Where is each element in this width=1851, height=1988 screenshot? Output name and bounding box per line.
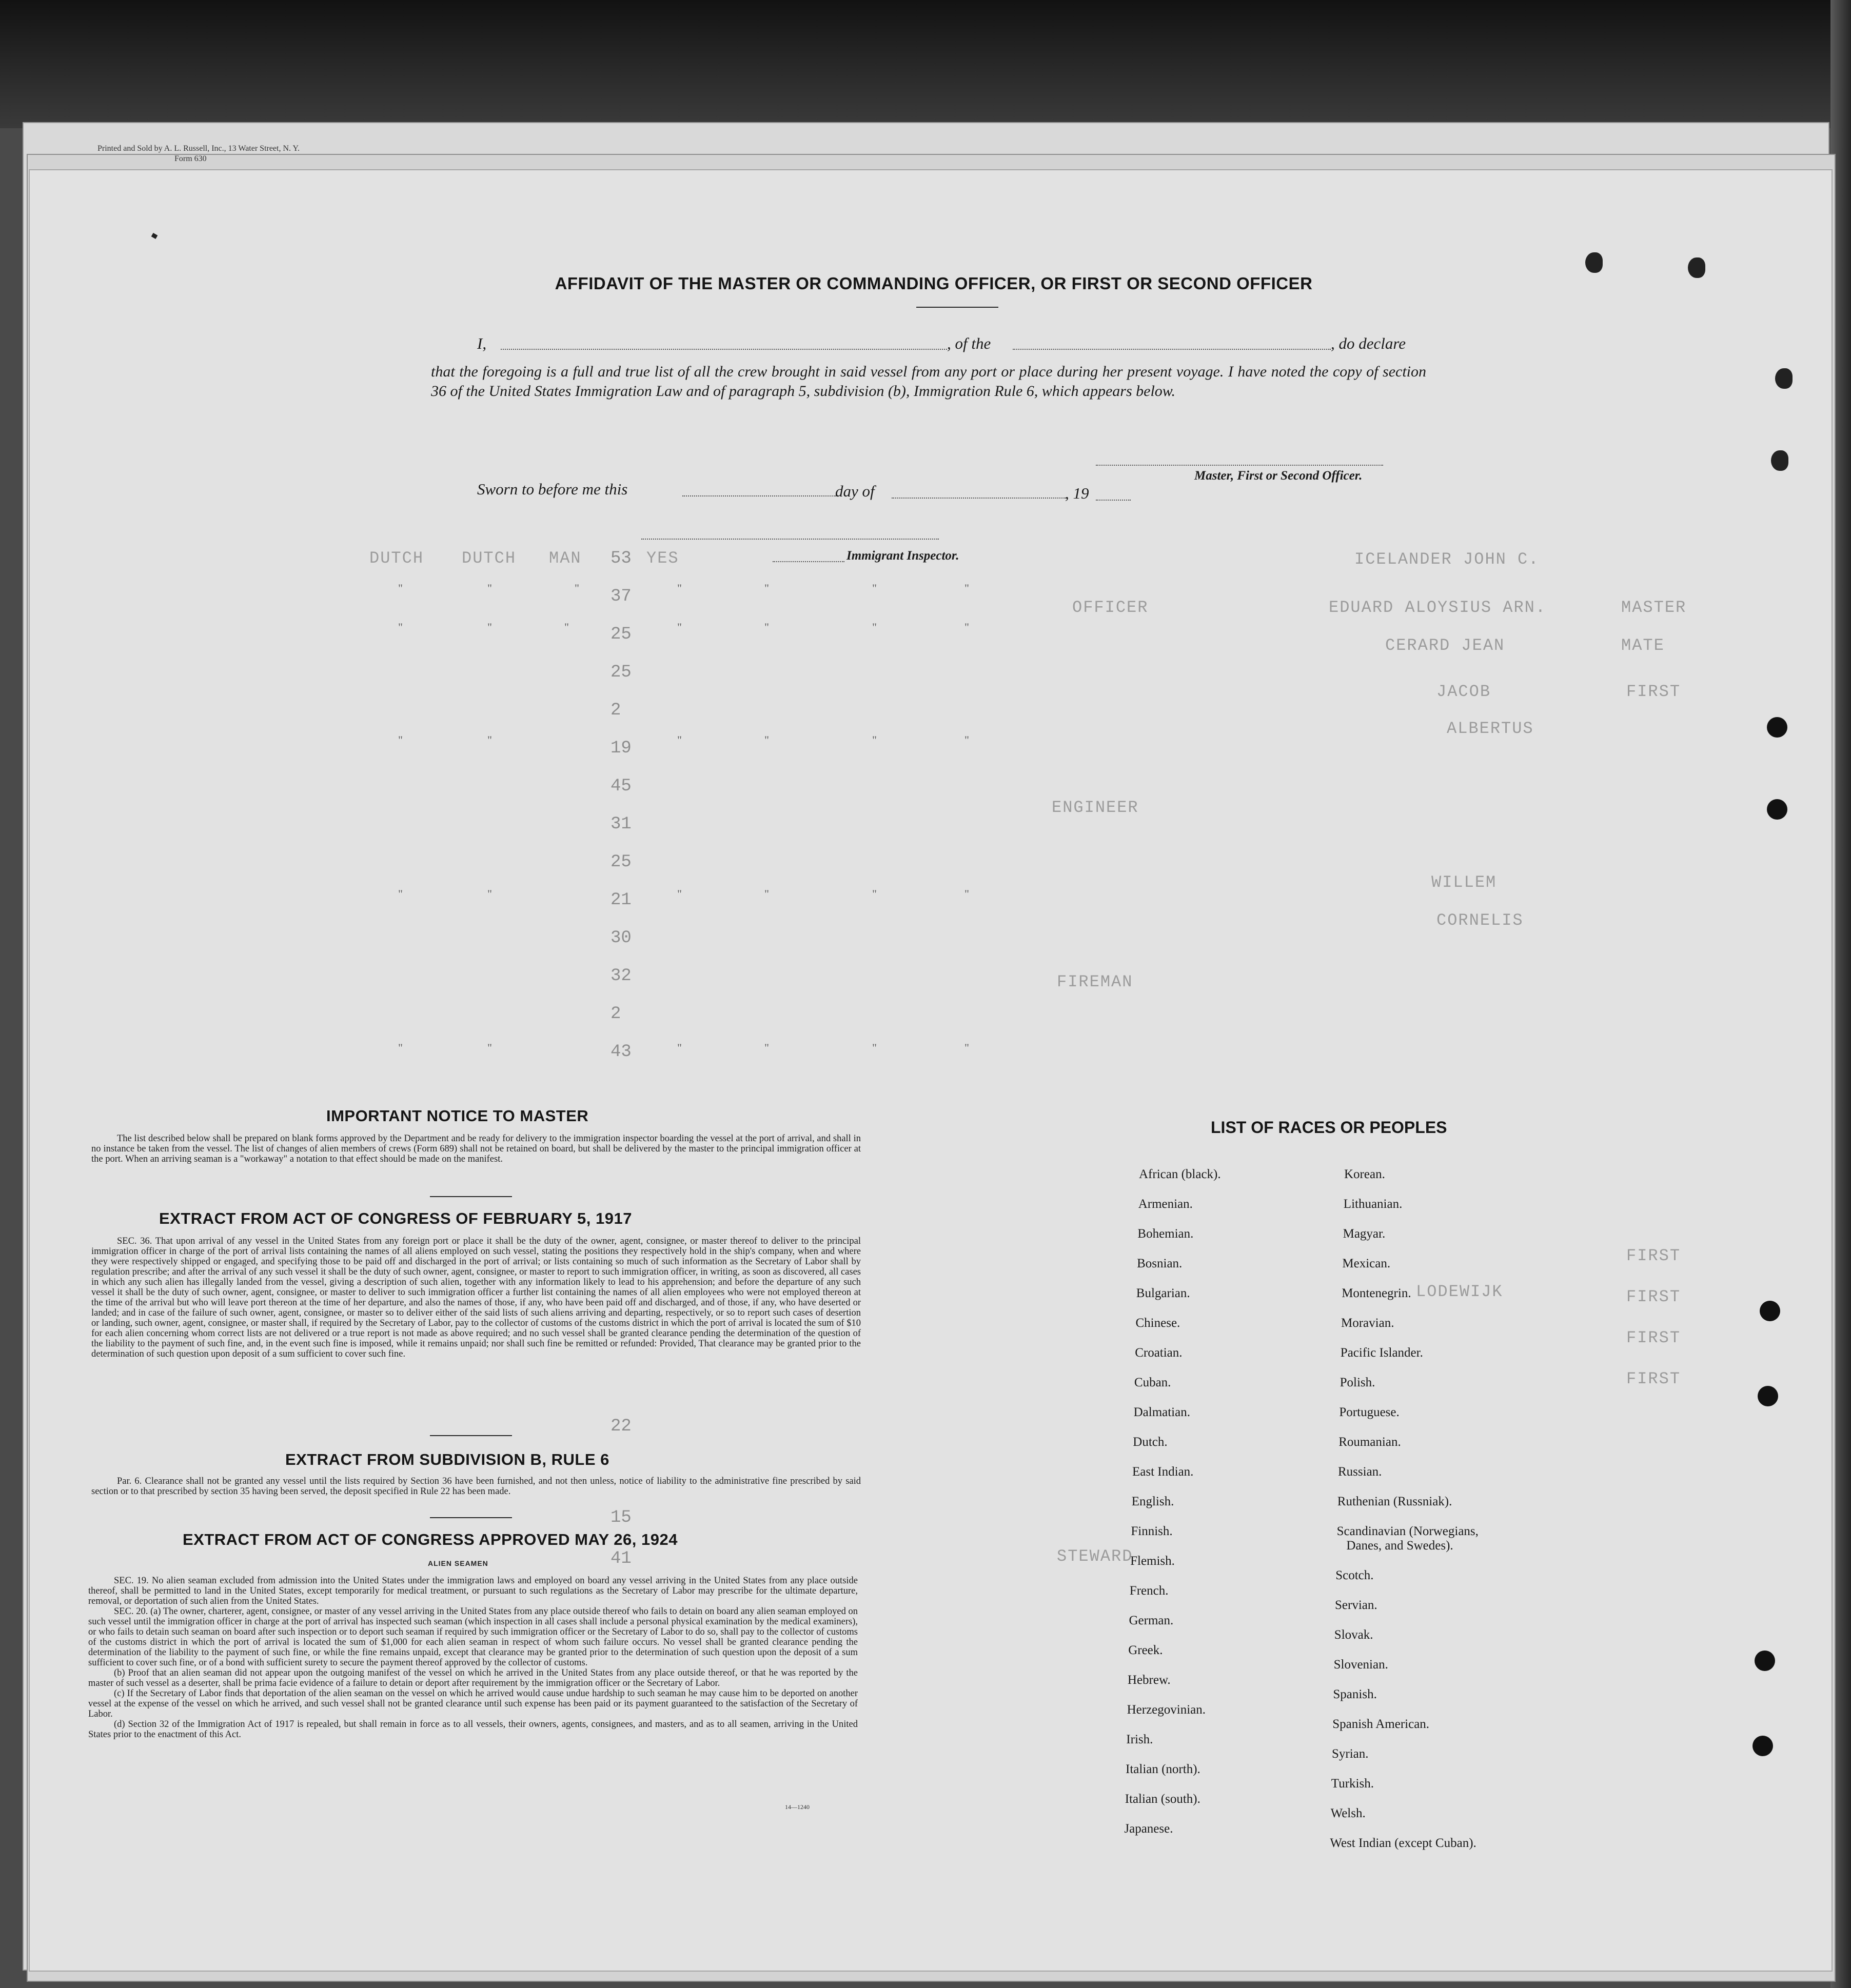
punch-hole [1771,450,1788,471]
race-item: Roumanian. [1338,1435,1401,1449]
ghost-misc: ENGINEER [1052,798,1139,817]
ghost-age: 37 [611,587,632,606]
year-label: , 19 [1065,484,1089,502]
affidavit-body: that the foregoing is a full and true list of all the crew brought in said vessel from any port or place during her present voyage. I have noted the copy of section 36 of the United States Immigration Law and of paragraph 5, subdivision (b), Immigration Rule 6, which appears below. [431,363,1426,400]
ditto-mark: " [398,1041,403,1054]
section-36-paragraph: SEC. 36. That upon arrival of any vessel in the United States from any foreign port or place it shall be the duty of the owner, agent, consignee, or master thereof to deliver to the principal immigration officer in charge of the port of arrival lists containing the names of all aliens employed on such vessel, stating the positions they respectively hold in the ship's company, when and where they were respectively shipped or engaged, and specifying those to be paid off and discharged in the port of arrival; or lists containing so much of such information as the Secretary of Labor shall by regulation prescribe; and after the arrival of any such vessel it shall be the duty of such owner, agent, consignee, or master to report to such immigration officer, in writing, as soon as discovered, all cases in which any such alien has illegally landed from the vessel, giving a description of such alien, together with any information likely to lead to his apprehension; and before the departure of any such vessel it shall be the duty of such owner, agent, consignee, or master to deliver to such immigration officer a further list containing the names of all alien employees who were not employed thereon at the time of the arrival but who will leave port thereon at the time of her departure, and also the names of those, if any, who have been paid off and discharged, and of those, if any, who have deserted or landed; and in case of the failure of such owner, agent, consignee, or master so to deliver either of the said lists of such aliens arriving and departing, respectively, or so to report such cases of desertion or landing, such owner, agent, consignee, or master shall, if required by the Secretary of Labor, pay to the collector of customs of the customs district in which the port of arrival is located the sum of $10 for each alien concerning whom correct lists are not delivered or a true report is not made as above required; and no such vessel shall be granted clearance pending the determination of the question of the liability to the payment of such fine, and, in the event such fine is imposed, while it remains unpaid; nor shall such fine be remitted or refunded: Provided, That clearance may be granted prior to the determination of such question upon deposit of a sum sufficient to cover such fine. [91,1236,861,1359]
ghost-age: 21 [611,890,632,910]
extract-1924-text [88,1576,858,1740]
section-20c-paragraph: (c) If the Secretary of Labor finds that deportation of the alien seaman on the vessel on which he arrived would cause undue hardship to such seaman he may cause him to be deported on another vessel at the expense of the vessel on which he arrived, and such vessel shall not be granted clearance until such expense has been paid or its payment guaranteed to the satisfaction of the Secretary of Labor. [88,1688,858,1719]
ditto-mark: " [677,1041,682,1054]
ghost-rank: MASTER [1621,598,1687,617]
punch-hole [1775,368,1793,389]
race-item: Polish. [1340,1376,1375,1389]
rule-6-paragraph: Par. 6. Clearance shall not be granted any vessel until the lists required by Section 36 have been furnished, and not then unless, notice of liability to the administrative fine prescribed by said section or to that prescribed by section 35 having been served, the deposit specified in Rule 22 has been made. [91,1476,861,1497]
race-item: African (black). [1139,1167,1221,1181]
ditto-mark: " [677,621,682,633]
inspector-signature-line[interactable] [641,539,939,540]
ditto-mark: " [487,887,492,900]
ditto-mark: " [575,582,579,594]
race-item: Dalmatian. [1133,1405,1190,1419]
ditto-mark: " [764,1041,769,1054]
ditto-mark: " [677,733,682,746]
race-item: Flemish. [1130,1554,1175,1568]
printer-imprint [97,144,300,164]
ghost-age: 25 [611,852,632,872]
inspector-label: Immigrant Inspector. [846,549,959,563]
ditto-mark: " [487,621,492,633]
ghost-name: WILLEM [1431,873,1497,892]
printer-name: Printed and Sold by A. L. Russell, Inc., 13 Water Street, N. Y. [97,144,300,153]
divider [430,1517,512,1518]
section-20d-paragraph: (d) Section 32 of the Immigration Act of 1917 is repealed, but shall remain in force as to all vessels, their owners, agents, consignees, and masters, and as to all seamen, arriving in the United States prior to the enactment of this Act. [88,1719,858,1740]
ghost-col-head: DUTCH [369,549,424,568]
day-of-label: day of [835,482,875,500]
punch-hole [1767,799,1787,820]
divider [430,1196,512,1197]
ghost-col-head: YES [646,549,679,568]
affidavit-title: AFFIDAVIT OF THE MASTER OR COMMANDING OFFICER, OR FIRST OR SECOND OFFICER [555,274,1313,293]
race-item: Greek. [1128,1643,1163,1657]
ditto-mark: " [398,733,403,746]
ditto-mark: " [677,887,682,900]
ghost-age: 31 [611,814,632,834]
ghost-misc: FIREMAN [1057,972,1133,991]
inspector-lead-line [773,561,844,562]
ghost-age: 25 [611,663,632,682]
ditto-mark: " [398,582,403,594]
ghost-rank: MATE [1621,636,1665,655]
affidavit-declare-label: , do declare [1331,334,1406,352]
race-item: Moravian. [1341,1316,1394,1330]
ditto-mark: " [964,1041,969,1054]
ghost-age: 22 [611,1417,632,1436]
section-20b-paragraph: (b) Proof that an alien seaman did not appear upon the outgoing manifest of the vessel on which he arrived in the United States from any place outside thereof, or that he was reported by the master of such vessel as a deserter, shall be prima facie evidence of a failure to detain or deport after requirement by the immigration officer or the Secretary of Labor. [88,1668,858,1688]
races-title: LIST OF RACES OR PEOPLES [1211,1118,1447,1137]
ghost-name: CORNELIS [1436,911,1524,930]
ghost-age: 15 [611,1508,632,1527]
affidavit-of-the-label: , of the [947,334,991,352]
race-item: Dutch. [1133,1435,1168,1449]
race-item: Herzegovinian. [1127,1703,1206,1717]
race-item: Magyar. [1343,1227,1386,1241]
ghost-rank: FIRST [1626,1246,1681,1265]
ghost-name: ALBERTUS [1447,719,1534,738]
race-item: Chinese. [1135,1316,1180,1330]
section-19-paragraph: SEC. 19. No alien seaman excluded from admission into the United States under the immigration laws and employed on board any vessel arriving in the United States from any place outside thereof, shall be permitted to land in the United States, except temporarily for medical treatment, or pursuant to such regulations as the Secretary of Labor may prescribe for the ultimate departure, removal, or deportation of such alien from the United States. [88,1576,858,1606]
race-item: Japanese. [1124,1822,1173,1836]
scan-dark-background [0,0,1851,128]
race-item: Turkish. [1331,1777,1374,1791]
race-item: Bohemian. [1137,1227,1194,1241]
ditto-mark: " [487,582,492,594]
race-item: East Indian. [1132,1465,1194,1479]
race-item: Pacific Islander. [1340,1346,1423,1360]
ghost-name: ICELANDER JOHN C. [1354,550,1540,569]
ghost-col-head: DUTCH [462,549,517,568]
race-item: Lithuanian. [1343,1197,1403,1211]
ditto-mark: " [764,582,769,594]
punch-hole [1688,257,1705,278]
race-item: Bosnian. [1137,1257,1183,1270]
divider [430,1435,512,1436]
ghost-age: 45 [611,777,632,796]
ditto-mark: " [964,733,969,746]
ditto-mark: " [564,621,569,633]
race-item: Spanish. [1333,1687,1377,1701]
race-item: Korean. [1344,1167,1385,1181]
extract-rule6-title: EXTRACT FROM SUBDIVISION B, RULE 6 [285,1450,609,1468]
ditto-mark: " [964,887,969,900]
ghost-name: JACOB [1436,682,1491,701]
punch-hole [1755,1651,1775,1671]
race-item: Mexican. [1342,1257,1391,1270]
ghost-rank: FIRST [1626,1287,1681,1306]
alien-seamen-subtitle: ALIEN SEAMEN [428,1559,488,1567]
notice-paragraph: The list described below shall be prepared on blank forms approved by the Department and be ready for delivery to the immigration inspector boarding the vessel at the port of arrival, and shall in no instance be taken from the vessel. The list of changes of alien members of crews (Form 689) shall not be retained on board, but shall be delivered by the master to the principal immigration officer at the port. When an arriving seaman is a "workaway" a notation to that effect should be made on the manifest. [91,1134,861,1164]
ghost-age: 2 [611,1004,621,1024]
ghost-age: 30 [611,928,632,948]
ghost-age: 2 [611,701,621,720]
race-item: West Indian (except Cuban). [1330,1836,1476,1850]
vessel-field[interactable] [1013,349,1331,350]
race-item: Danes, and Swedes). [1346,1539,1453,1553]
ditto-mark: " [677,582,682,594]
race-item: French. [1129,1584,1169,1598]
ditto-mark: " [764,733,769,746]
title-underline [916,307,998,308]
ghost-age: 41 [611,1549,632,1568]
race-item: Welsh. [1330,1806,1366,1820]
ghost-col-head: MAN [549,549,582,568]
sworn-year-field[interactable] [1096,500,1131,501]
ditto-mark: " [398,887,403,900]
ditto-mark: " [764,887,769,900]
sworn-day-field[interactable] [682,495,836,496]
notice-text [91,1134,861,1164]
race-item: Bulgarian. [1136,1286,1190,1300]
ghost-misc: OFFICER [1072,598,1149,617]
name-field[interactable] [501,349,947,350]
race-item: Scandinavian (Norwegians, [1336,1524,1479,1538]
ditto-mark: " [872,621,877,633]
ghost-name: EDUARD ALOYSIUS ARN. [1329,598,1547,617]
ditto-mark: " [872,733,877,746]
race-item: Slovak. [1334,1628,1373,1642]
race-item: Hebrew. [1127,1673,1171,1687]
form-number: Form 630 [174,154,207,163]
punch-hole [1758,1386,1778,1406]
ghost-rank: FIRST [1626,682,1681,701]
ditto-mark: " [398,621,403,633]
ditto-mark: " [487,1041,492,1054]
race-item: Montenegrin. [1342,1286,1411,1300]
race-item: Scotch. [1335,1568,1374,1582]
race-item: Finnish. [1131,1524,1173,1538]
race-item: Armenian. [1138,1197,1193,1211]
race-item: Spanish American. [1332,1717,1430,1731]
race-item: Italian (south). [1125,1792,1200,1806]
ditto-mark: " [764,621,769,633]
ditto-mark: " [872,582,877,594]
ghost-age: 25 [611,625,632,644]
race-item: Portuguese. [1339,1405,1400,1419]
race-item: Ruthenian (Russniak). [1337,1495,1452,1508]
race-item: Irish. [1126,1733,1153,1746]
race-item: English. [1131,1495,1174,1508]
section-20a-paragraph: SEC. 20. (a) The owner, charterer, agent, consignee, or master of any vessel arriving in the United States from any place outside thereof who fails to detain on board any alien seaman employed on such vessel until the immigration officer in charge at the port of arrival has inspected such seaman (which inspection in all cases shall include a personal physical examination by the medical examiners), or who fails to detain such seaman on board after such inspection or to deport such seaman if required by such immigration officer or the Secretary of Labor to do so, shall pay to the collector of customs of the customs district in which the port of arrival is located the sum of $1,000 for each alien seaman in respect of whom such failure occurs. No vessel shall be granted clearance pending the determination of the liability to the payment of such fine, or while the fine remains unpaid, except that clearance may be granted prior to the determination of such question upon the deposit of a sum sufficient to cover such fine, or of a bond with sufficient surety to secure the payment thereof approved by the collector of customs. [88,1606,858,1668]
form-code: 14—1240 [785,1803,810,1811]
punch-hole [1767,717,1787,738]
ditto-mark: " [872,887,877,900]
ditto-mark: " [964,582,969,594]
race-item: Croatian. [1135,1346,1183,1360]
sworn-label: Sworn to before me this [477,480,628,498]
ditto-mark: " [872,1041,877,1054]
race-item: Cuban. [1134,1376,1171,1389]
ghost-age: 53 [611,549,632,568]
race-item: Italian (north). [1126,1762,1200,1776]
punch-hole [1760,1301,1780,1321]
master-signature-line[interactable] [1096,465,1383,466]
ghost-rank: FIRST [1626,1369,1681,1388]
master-label: Master, First or Second Officer. [1194,469,1363,483]
punch-hole [1585,252,1603,273]
extract-1917-title: EXTRACT FROM ACT OF CONGRESS OF FEBRUARY 5, 1917 [159,1209,632,1227]
race-item: Syrian. [1332,1747,1369,1761]
ghost-name: CERARD JEAN [1385,636,1505,655]
ghost-rank: FIRST [1626,1328,1681,1347]
extract-rule6-text [91,1476,861,1497]
extract-1924-title: EXTRACT FROM ACT OF CONGRESS APPROVED MAY 26, 1924 [183,1530,678,1548]
extract-1917-text [91,1236,861,1359]
ditto-mark: " [487,733,492,746]
race-item: German. [1129,1614,1174,1627]
ghost-misc: STEWARD [1057,1547,1133,1566]
ghost-age: 19 [611,739,632,758]
ghost-age: 43 [611,1042,632,1062]
ghost-name: LODEWIJK [1416,1282,1503,1301]
sworn-month-field[interactable] [892,498,1066,499]
race-item: Slovenian. [1333,1658,1388,1672]
race-item: Servian. [1335,1598,1377,1612]
notice-title: IMPORTANT NOTICE TO MASTER [326,1107,589,1125]
affidavit-i-label: I, [477,334,487,352]
race-item: Russian. [1338,1465,1382,1479]
ditto-mark: " [964,621,969,633]
ghost-age: 32 [611,966,632,986]
punch-hole [1752,1736,1773,1756]
